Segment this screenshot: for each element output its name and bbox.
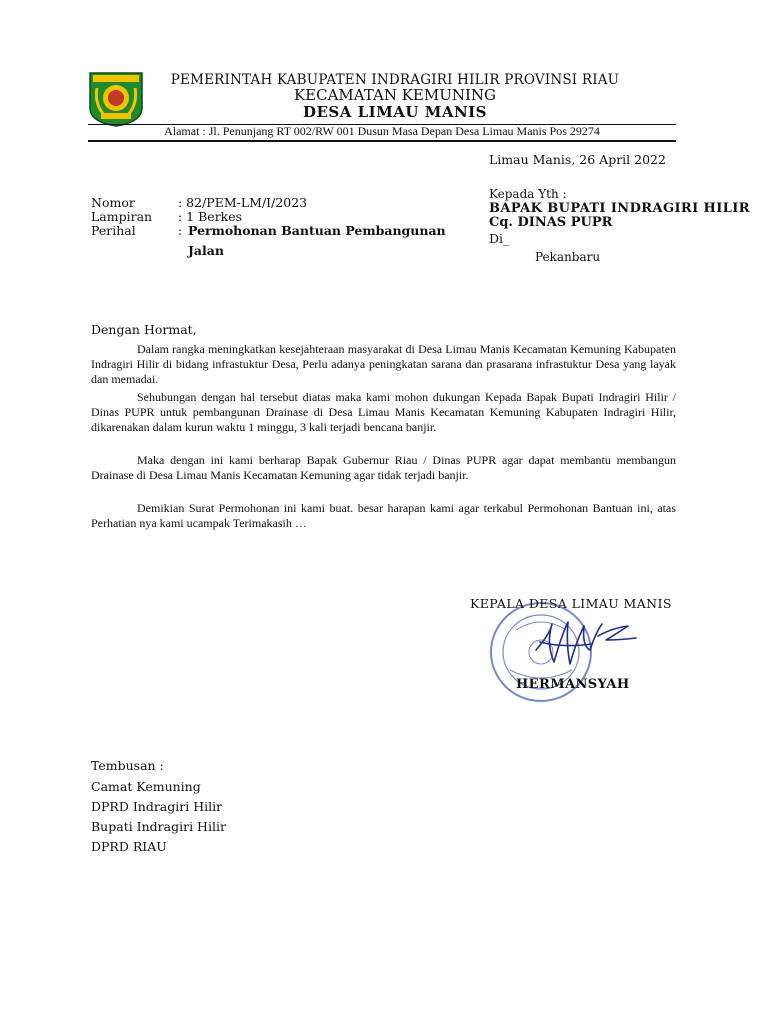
signatory-title: KEPALA DESA LIMAU MANIS [470, 596, 672, 611]
body-paragraph-2: Sehubungan dengan hal tersebut diatas maka kami mohon dukungan Kepada Bapak Bupati Indragiri Hilir / Dinas PUPR untuk pembangunan Drainase di Desa Limau Manis Kecamatan Kemuning Kabupaten Indragiri Hilir, dikarenakan dalam kurun waktu 1 minggu, 3 kali terjadi bencana banjir. [91, 390, 676, 434]
perihal-label: Perihal [91, 223, 136, 238]
perihal-colon: : [178, 223, 183, 238]
body-paragraph-1: Dalam rangka meningkatkan kesejahteraan masyarakat di Desa Limau Manis Kecamatan Kemuning Kabupaten Indragiri Hilir di bidang infrastuktur Desa, Perlu adanya peningkatan sarana dan prasarana infrastuktur Desa yang layak dan memadai. [91, 342, 676, 386]
recipient-di: Di_ [489, 231, 510, 246]
perihal-value-line2: Jalan [188, 243, 224, 258]
letterhead-rule-bottom [88, 140, 676, 142]
recipient-name: BAPAK BUPATI INDRAGIRI HILIR [489, 201, 750, 216]
cc-item: Camat Kemuning [91, 779, 201, 794]
lampiran-label: Lampiran [91, 209, 153, 224]
regency-logo-icon [87, 70, 145, 128]
letterhead-district: KECAMATAN KEMUNING [293, 86, 497, 104]
recipient-kepada: Kepada Yth : [489, 187, 567, 201]
body-paragraph-3: Maka dengan ini kami berharap Bapak Gubernur Riau / Dinas PUPR agar dapat membantu membangun Drainase di Desa Limau Manis Kecamatan Kemuning agar tidak terjadi banjir. [91, 453, 676, 482]
recipient-cq: Cq. DINAS PUPR [489, 215, 613, 230]
signatory-name: HERMANSYAH [516, 677, 630, 692]
nomor-label: Nomor [91, 195, 135, 210]
handwritten-signature-icon [532, 614, 640, 670]
cc-item: DPRD RIAU [91, 839, 167, 854]
cc-item: Bupati Indragiri Hilir [91, 819, 226, 834]
salutation: Dengan Hormat, [91, 322, 197, 337]
letter-date: Limau Manis, 26 April 2022 [489, 152, 666, 167]
cc-item: DPRD Indragiri Hilir [91, 799, 223, 814]
lampiran-value: : 1 Berkes [178, 209, 243, 224]
recipient-city: Pekanbaru [535, 250, 601, 264]
perihal-value-line1: Permohonan Bantuan Pembangunan [188, 223, 446, 238]
nomor-value: : 82/PEM-LM/I/2023 [178, 195, 308, 210]
cc-label: Tembusan : [91, 758, 164, 773]
body-paragraph-4: Demikian Surat Permohonan ini kami buat. besar harapan kami agar terkabul Permohonan Bantuan ini, atas Perhatian nya kami ucampak Terimakasih … [91, 501, 676, 530]
letterhead-address: Alamat : Jl. Penunjang RT 002/RW 001 Dusun Masa Depan Desa Limau Manis Pos 29274 [164, 124, 600, 138]
letterhead-village: DESA LIMAU MANIS [302, 103, 488, 121]
letterhead-government: PEMERINTAH KABUPATEN INDRAGIRI HILIR PROVINSI RIAU [170, 72, 620, 88]
